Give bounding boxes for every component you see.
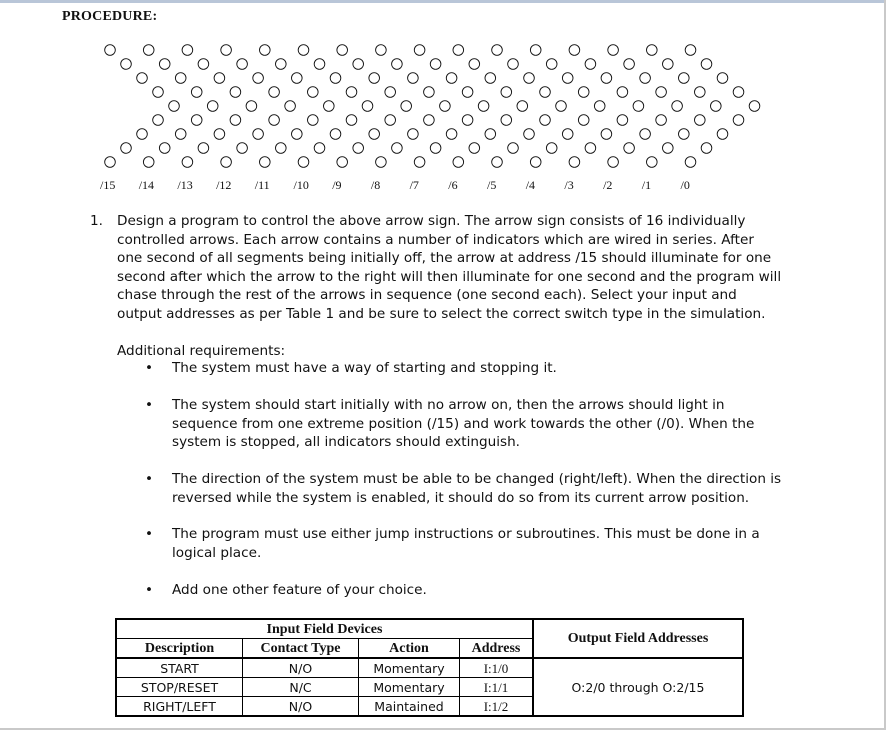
- indicator-light: [308, 115, 319, 126]
- additional-requirements-title: Additional requirements:: [117, 343, 286, 359]
- indicator-light: [353, 143, 364, 154]
- indicator-light: [207, 101, 218, 112]
- indicator-light: [169, 101, 180, 112]
- item-number: 1.: [90, 213, 103, 229]
- indicator-light: [430, 59, 441, 70]
- indicator-light: [562, 129, 573, 140]
- bullet-icon: •: [145, 526, 154, 542]
- indicator-light: [269, 87, 280, 98]
- input-field-devices-header: Input Field Devices: [116, 619, 533, 639]
- indicator-light: [685, 157, 696, 168]
- indicator-light: [711, 101, 722, 112]
- indicator-light: [546, 59, 557, 70]
- indicator-light: [717, 73, 728, 84]
- indicator-light: [585, 143, 596, 154]
- indicator-light: [292, 129, 303, 140]
- indicator-light: [617, 115, 628, 126]
- indicator-light: [424, 115, 435, 126]
- indicator-light: [695, 115, 706, 126]
- indicator-light: [469, 59, 480, 70]
- indicator-light: [601, 129, 612, 140]
- indicator-light: [401, 101, 412, 112]
- indicator-light: [640, 129, 651, 140]
- indicator-light: [530, 45, 541, 56]
- indicator-light: [633, 101, 644, 112]
- indicator-light: [749, 101, 760, 112]
- arrow-0: [685, 45, 760, 168]
- indicator-light: [392, 143, 403, 154]
- indicator-light: [594, 101, 605, 112]
- indicator-light: [269, 115, 280, 126]
- indicator-light: [733, 115, 744, 126]
- indicator-light: [733, 87, 744, 98]
- arrow-address-label: /15: [100, 178, 116, 192]
- indicator-light: [647, 157, 658, 168]
- indicator-light: [453, 157, 464, 168]
- indicator-light: [362, 101, 373, 112]
- indicator-light: [337, 157, 348, 168]
- indicator-light: [346, 115, 357, 126]
- indicator-light: [182, 45, 193, 56]
- indicator-light: [408, 129, 419, 140]
- indicator-light: [121, 59, 132, 70]
- indicator-light: [121, 143, 132, 154]
- col-description: Description: [116, 639, 243, 659]
- indicator-light: [524, 73, 535, 84]
- indicator-light: [230, 115, 241, 126]
- indicator-light: [608, 157, 619, 168]
- indicator-light: [701, 143, 712, 154]
- arrow-address-label: /11: [254, 178, 270, 192]
- indicator-light: [540, 115, 551, 126]
- indicator-light: [530, 157, 541, 168]
- indicator-light: [198, 59, 209, 70]
- indicator-light: [260, 45, 271, 56]
- indicator-light: [462, 87, 473, 98]
- indicator-light: [446, 129, 457, 140]
- indicator-light: [276, 59, 287, 70]
- indicator-light: [462, 115, 473, 126]
- indicator-light: [221, 45, 232, 56]
- indicator-light: [569, 157, 580, 168]
- indicator-light: [292, 73, 303, 84]
- indicator-light: [385, 87, 396, 98]
- arrow-address-label: /4: [525, 178, 536, 192]
- arrow-address-label: /13: [177, 178, 193, 192]
- indicator-light: [424, 87, 435, 98]
- indicator-light: [230, 87, 241, 98]
- arrow-address-label: /0: [680, 178, 690, 192]
- indicator-light: [414, 45, 425, 56]
- bullet-icon: •: [145, 582, 154, 598]
- procedure-heading: PROCEDURE:: [62, 9, 158, 24]
- indicator-light: [508, 143, 519, 154]
- indicator-light: [237, 59, 248, 70]
- indicator-light: [453, 45, 464, 56]
- indicator-light: [540, 87, 551, 98]
- indicator-light: [308, 87, 319, 98]
- indicator-light: [153, 115, 164, 126]
- indicator-light: [369, 129, 380, 140]
- table-row: STOP/RESET N/C Momentary I:1/1: [116, 678, 743, 697]
- io-address-table: [115, 618, 744, 717]
- indicator-light: [485, 129, 496, 140]
- arrow-address-label: /9: [332, 178, 342, 192]
- arrow-address-label: /3: [564, 178, 574, 192]
- indicator-light: [137, 73, 148, 84]
- indicator-light: [159, 143, 170, 154]
- indicator-light: [330, 73, 341, 84]
- indicator-light: [324, 101, 335, 112]
- indicator-light: [624, 59, 635, 70]
- indicator-light: [376, 157, 387, 168]
- indicator-light: [469, 143, 480, 154]
- indicator-light: [246, 101, 257, 112]
- col-action: Action: [359, 639, 460, 659]
- arrow-address-label: /1: [641, 178, 652, 192]
- arrow-address-label: /10: [293, 178, 309, 192]
- indicator-light: [314, 143, 325, 154]
- indicator-light: [546, 143, 557, 154]
- indicator-light: [663, 59, 674, 70]
- arrow-address-label: /12: [216, 178, 232, 192]
- indicator-light: [478, 101, 489, 112]
- indicator-light: [214, 73, 225, 84]
- indicator-light: [440, 101, 451, 112]
- indicator-light: [562, 73, 573, 84]
- indicator-light: [508, 59, 519, 70]
- indicator-light: [617, 87, 628, 98]
- indicator-light: [353, 59, 364, 70]
- col-address: Address: [460, 639, 534, 659]
- indicator-light: [430, 143, 441, 154]
- indicator-light: [685, 45, 696, 56]
- indicator-light: [298, 157, 309, 168]
- indicator-light: [640, 73, 651, 84]
- indicator-light: [137, 129, 148, 140]
- arrow-sign-diagram: [0, 0, 886, 200]
- indicator-light: [182, 157, 193, 168]
- indicator-light: [585, 59, 596, 70]
- indicator-light: [647, 45, 658, 56]
- indicator-light: [237, 143, 248, 154]
- indicator-light: [656, 115, 667, 126]
- indicator-light: [175, 73, 186, 84]
- output-field-addresses-header: Output Field Addresses: [533, 619, 743, 658]
- indicator-light: [253, 73, 264, 84]
- indicator-light: [695, 87, 706, 98]
- indicator-light: [601, 73, 612, 84]
- indicator-light: [569, 45, 580, 56]
- table-row: START N/O Momentary I:1/0 O:2/0 through O:2/15: [116, 658, 743, 678]
- bullet-icon: •: [145, 471, 154, 487]
- indicator-light: [524, 129, 535, 140]
- indicator-light: [624, 143, 635, 154]
- indicator-light: [608, 45, 619, 56]
- col-contact-type: Contact Type: [243, 639, 359, 659]
- arrow-address-label: /2: [603, 178, 613, 192]
- indicator-light: [337, 45, 348, 56]
- indicator-light: [501, 115, 512, 126]
- indicator-light: [346, 87, 357, 98]
- indicator-light: [485, 73, 496, 84]
- indicator-light: [578, 87, 589, 98]
- indicator-light: [414, 157, 425, 168]
- indicator-light: [198, 143, 209, 154]
- indicator-light: [408, 73, 419, 84]
- indicator-light: [191, 115, 202, 126]
- indicator-light: [501, 87, 512, 98]
- output-addresses-value: O:2/0 through O:2/15: [533, 658, 743, 716]
- indicator-light: [314, 59, 325, 70]
- bullet-icon: •: [145, 360, 154, 376]
- indicator-light: [517, 101, 528, 112]
- indicator-light: [492, 45, 503, 56]
- table-row: RIGHT/LEFT N/O Maintained I:1/2: [116, 697, 743, 717]
- indicator-light: [392, 59, 403, 70]
- indicator-light: [578, 115, 589, 126]
- indicator-light: [143, 157, 154, 168]
- indicator-light: [717, 129, 728, 140]
- indicator-light: [105, 157, 116, 168]
- arrow-address-label: /7: [409, 178, 419, 192]
- indicator-light: [656, 87, 667, 98]
- indicator-light: [105, 45, 116, 56]
- indicator-light: [492, 157, 503, 168]
- item-text: Design a program to control the above arrow sign. The arrow sign consists of 16 individually controlled arrows. Each arrow contains a number of indicators which are wired in series. After one second of all segments being initially off, the arrow at address /15 should illuminate for one second after which the arrow to the right will then illuminate for one second and the program will chase through the rest of the arrows in sequence (one second each). Select your input and output addresses as per Table 1 and be sure to select the correct switch type in the simulation.: [117, 213, 782, 322]
- indicator-light: [376, 45, 387, 56]
- indicator-light: [679, 129, 690, 140]
- arrow-address-label: /6: [448, 178, 458, 192]
- indicator-light: [663, 143, 674, 154]
- indicator-light: [175, 129, 186, 140]
- indicator-light: [369, 73, 380, 84]
- indicator-light: [446, 73, 457, 84]
- indicator-light: [260, 157, 271, 168]
- indicator-light: [701, 59, 712, 70]
- indicator-light: [221, 157, 232, 168]
- indicator-light: [679, 73, 690, 84]
- indicator-light: [385, 115, 396, 126]
- indicator-light: [672, 101, 683, 112]
- indicator-light: [214, 129, 225, 140]
- indicator-light: [330, 129, 341, 140]
- indicator-light: [191, 87, 202, 98]
- arrow-address-label: /14: [138, 178, 155, 192]
- indicator-light: [253, 129, 264, 140]
- bullet-icon: •: [145, 397, 154, 413]
- indicator-light: [285, 101, 296, 112]
- indicator-light: [556, 101, 567, 112]
- indicator-light: [153, 87, 164, 98]
- arrow-address-label: /5: [487, 178, 497, 192]
- indicator-light: [143, 45, 154, 56]
- arrow-address-label: /8: [370, 178, 381, 192]
- indicator-light: [298, 45, 309, 56]
- indicator-light: [159, 59, 170, 70]
- indicator-light: [276, 143, 287, 154]
